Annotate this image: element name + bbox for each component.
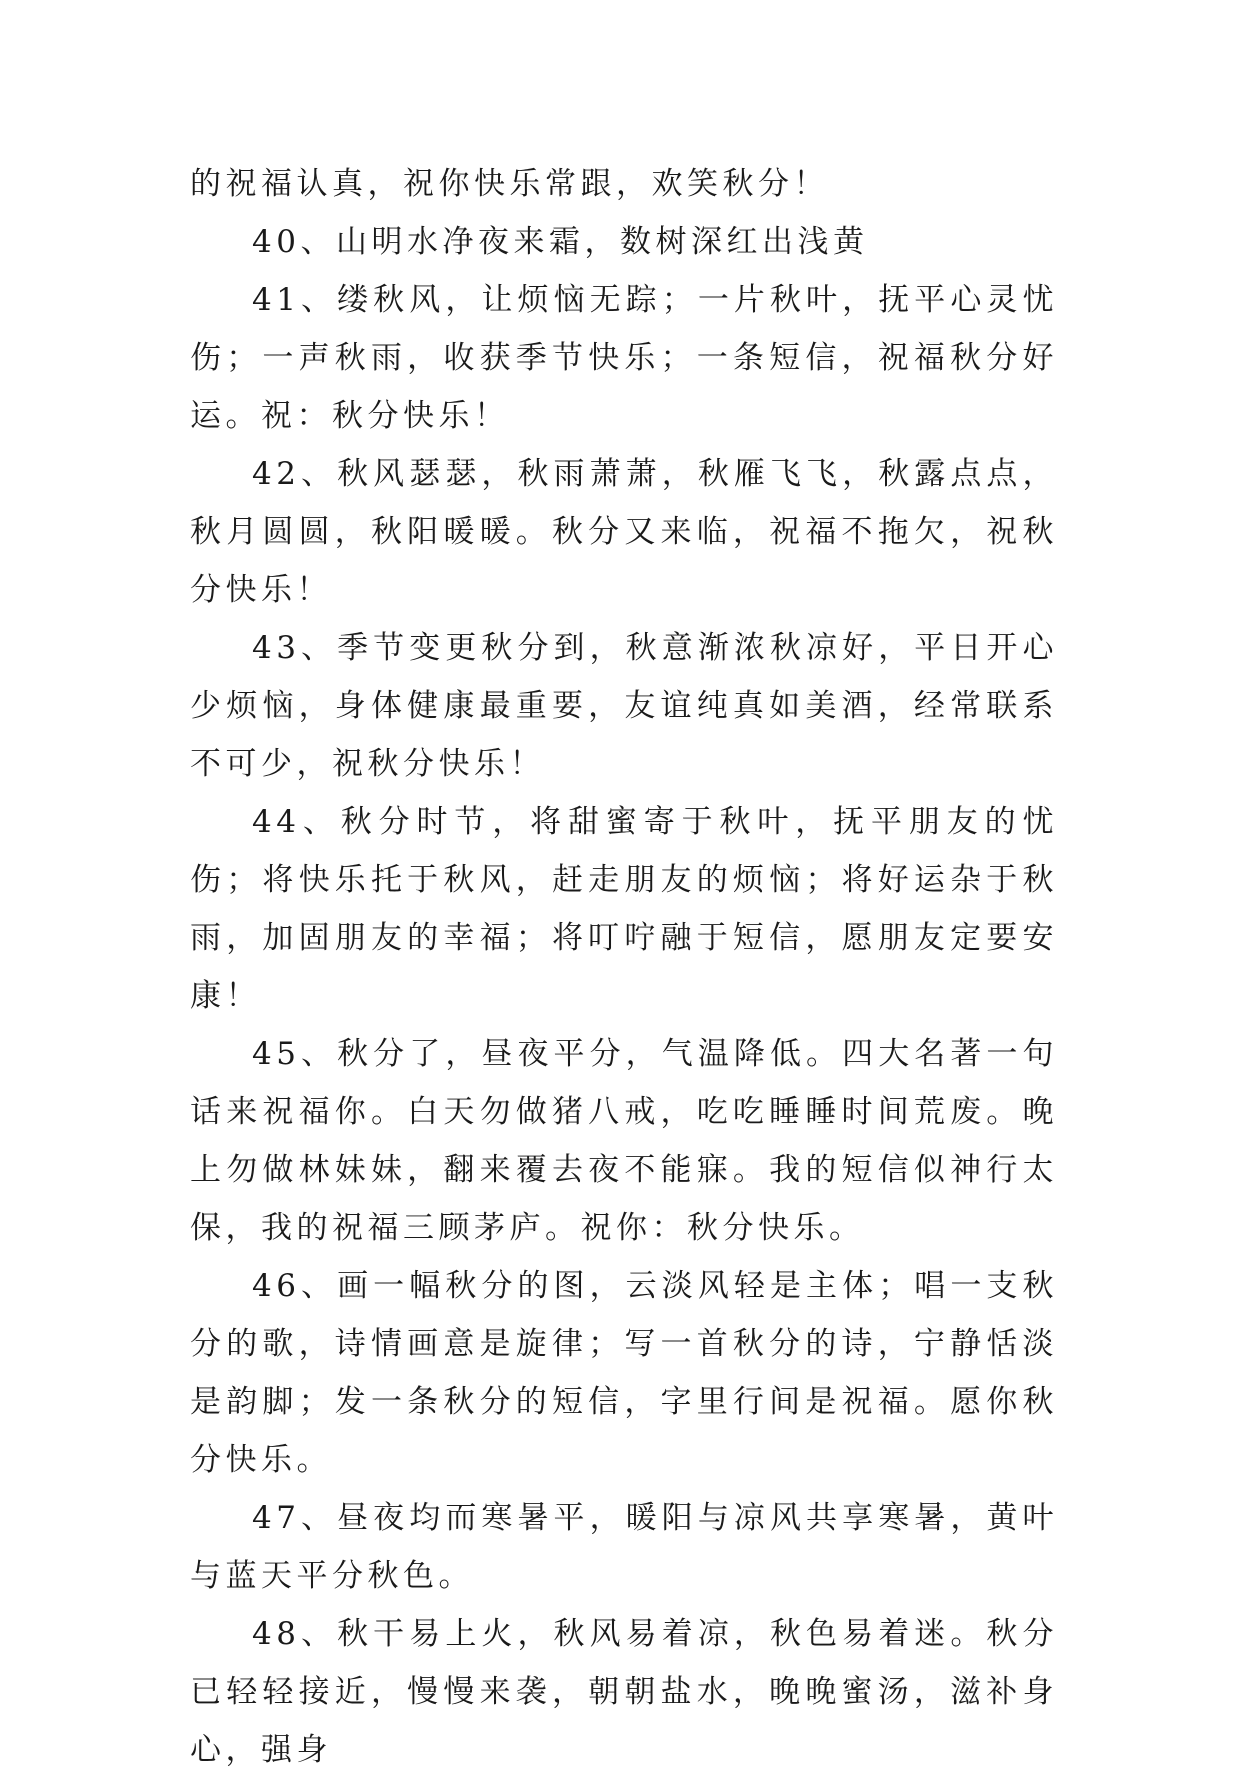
paragraph-item-42: 42、秋风瑟瑟，秋雨萧萧，秋雁飞飞，秋露点点，秋月圆圆，秋阳暖暖。秋分又来临，祝福不拖欠，祝秋分快乐！ [190,456,1058,608]
paragraph-item-41: 41、缕秋风，让烦恼无踪；一片秋叶，抚平心灵忧伤；一声秋雨，收获季节快乐；一条短信，祝福秋分好运。祝：秋分快乐！ [190,282,1058,434]
paragraph-item-47: 47、昼夜均而寒暑平，暖阳与凉风共享寒暑，黄叶与蓝天平分秋色。 [190,1500,1058,1594]
paragraph-continuation: 的祝福认真，祝你快乐常跟，欢笑秋分！ [190,166,829,202]
paragraph-item-43: 43、季节变更秋分到，秋意渐浓秋凉好，平日开心少烦恼，身体健康最重要，友谊纯真如美酒，经常联系不可少，祝秋分快乐！ [190,630,1058,782]
paragraph-item-46: 46、画一幅秋分的图，云淡风轻是主体；唱一支秋分的歌，诗情画意是旋律；写一首秋分的诗，宁静恬淡是韵脚；发一条秋分的短信，字里行间是祝福。愿你秋分快乐。 [190,1268,1058,1478]
paragraph-item-48: 48、秋干易上火，秋风易着凉，秋色易着迷。秋分已轻轻接近，慢慢来袭，朝朝盐水，晚晚蜜汤，滋补身心，强身 [190,1616,1058,1768]
paragraph-item-44: 44、秋分时节，将甜蜜寄于秋叶，抚平朋友的忧伤；将快乐托于秋风，赶走朋友的烦恼；将好运杂于秋雨，加固朋友的幸福；将叮咛融于短信，愿朋友定要安康！ [190,804,1058,1014]
paragraph-item-40: 40、山明水净夜来霜，数树深红出浅黄 [252,224,869,260]
paragraph-item-45: 45、秋分了，昼夜平分，气温降低。四大名著一句话来祝福你。白天勿做猪八戒，吃吃睡睡时间荒废。晚上勿做林妹妹，翻来覆去夜不能寐。我的短信似神行太保，我的祝福三顾茅庐。祝你：秋分快乐。 [190,1036,1058,1246]
document-body [190,155,1058,1779]
